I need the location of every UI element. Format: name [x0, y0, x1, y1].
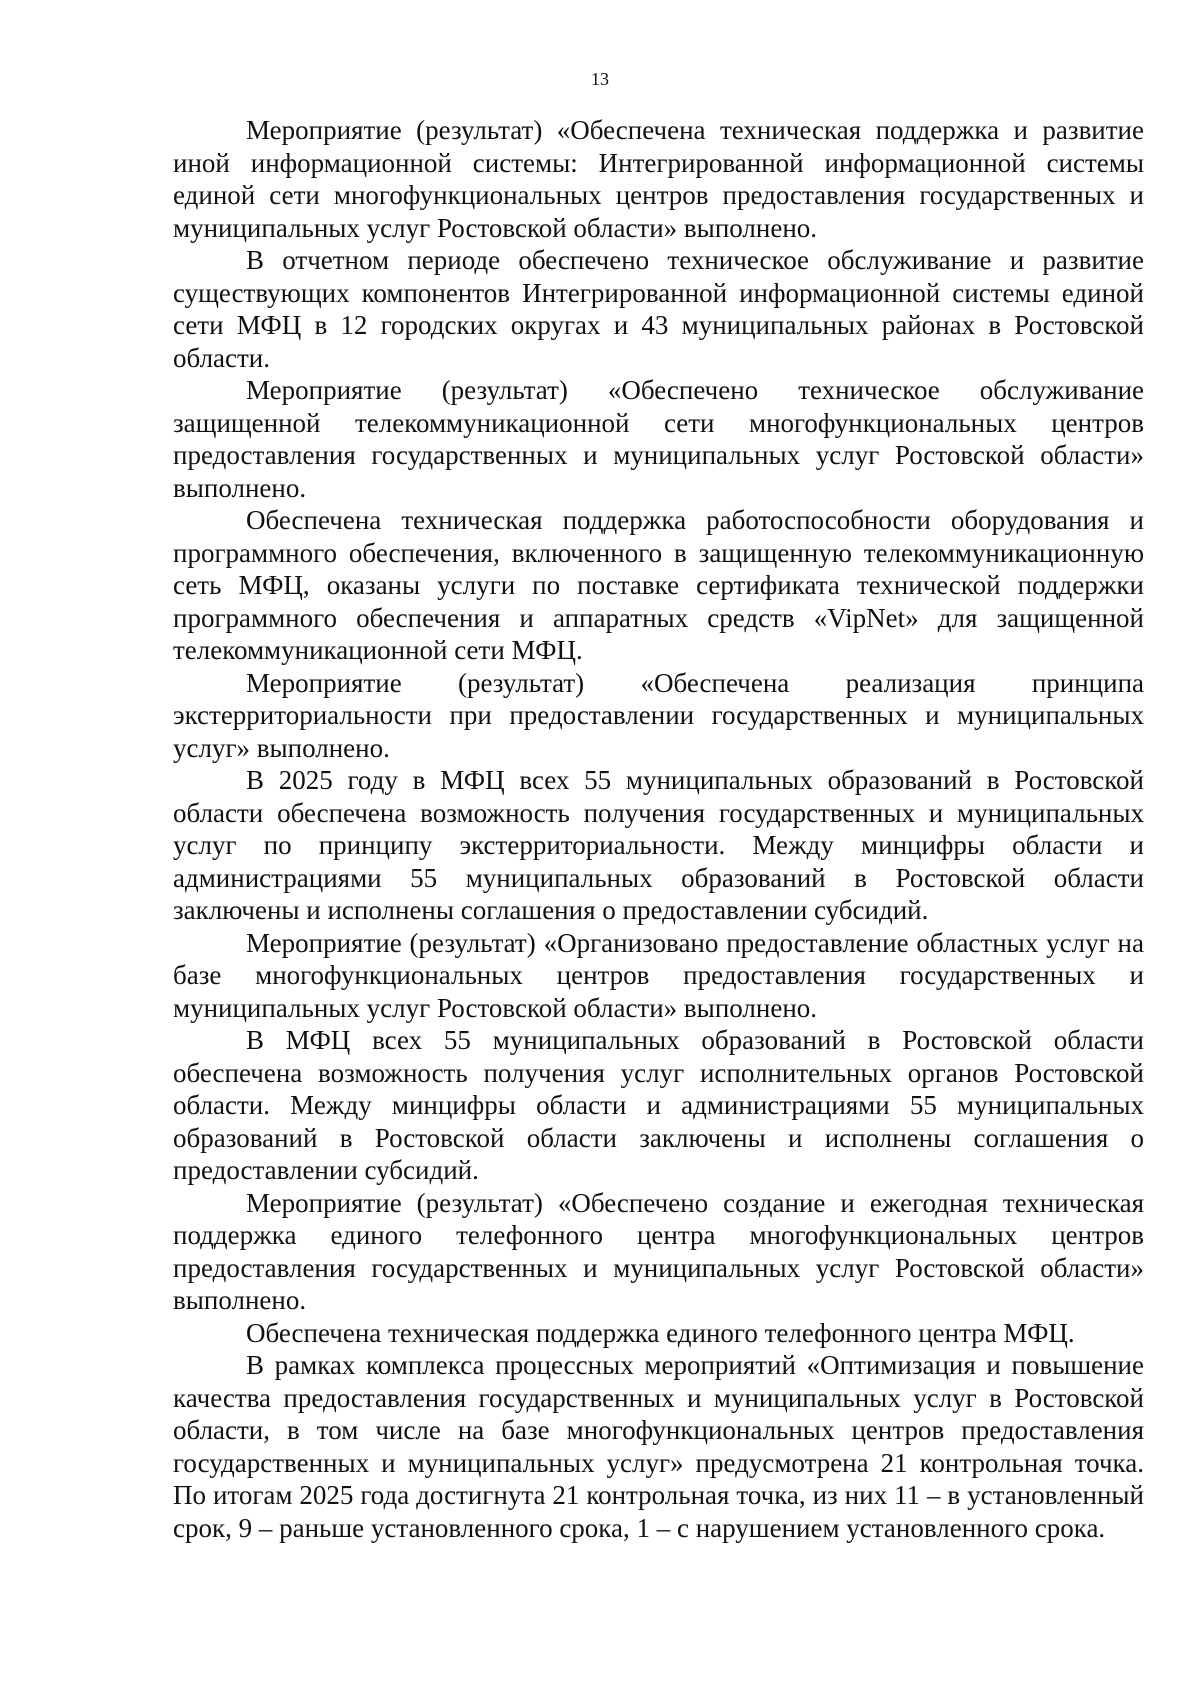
- paragraph-phone-center-support: Обеспечена техническая поддержка единого телефонного центра МФЦ.: [246, 1317, 1075, 1348]
- paragraph-control-points: В рамках комплекса процессных мероприятий «Оптимизация и повышение качества предоставления государственных и муниципальных услуг в Ростовской области, в том числе на базе многофункциональных центров предоставления государственных и муниципальных услуг» предусмотрена 21 контрольная точка. По итогам 2025 года достигнута 21 контрольная точка, из них 11 – в установленный срок, 9 – раньше установленного срока, 1 – с нарушением установленного срока.: [173, 1350, 1144, 1543]
- paragraph-telecom-support: Обеспечена техническая поддержка работоспособности оборудования и программного обеспечения, включенного в защищенную телекоммуникационную сеть МФЦ, оказаны услуги по поставке сертификата технической поддержки программного обеспечения и аппаратных средств «VipNet» для защищенной телекоммуникационной сети МФЦ.: [173, 505, 1144, 665]
- paragraph-regional-services-details: В МФЦ всех 55 муниципальных образований в Ростовской области обеспечена возможность получения услуг исполнительных органов Ростовской области. Между минцифры области и администрациями 55 муниципальных образований в Ростовской области заключены и исполнены соглашения о предоставлении субсидий.: [173, 1025, 1144, 1185]
- paragraph-event-phone-center: Мероприятие (результат) «Обеспечено создание и ежегодная техническая поддержка единого телефонного центра многофункциональных центров предоставления государственных и муниципальных услуг Ростовской области» выполнено.: [173, 1187, 1144, 1315]
- paragraph-event-exterritoriality: Мероприятие (результат) «Обеспечена реализация принципа экстерриториальности при предоставлении государственных и муниципальных услуг» выполнено.: [173, 667, 1144, 763]
- paragraph-event-regional-services: Мероприятие (результат) «Организовано предоставление областных услуг на базе многофункциональных центров предоставления государственных и муниципальных услуг Ростовской области» выполнено.: [173, 927, 1144, 1023]
- document-body: [173, 114, 1144, 1544]
- paragraph-exterritoriality-details: В 2025 году в МФЦ всех 55 муниципальных образований в Ростовской области обеспечена возможность получения государственных и муниципальных услуг по принципу экстерриториальности. Между минцифры области и администрациями 55 муниципальных образований в Ростовской области заключены и исполнены соглашения о предоставлении субсидий.: [173, 765, 1144, 925]
- paragraph-iis-maintenance: В отчетном периоде обеспечено техническое обслуживание и развитие существующих компонентов Интегрированной информационной системы единой сети МФЦ в 12 городских округах и 43 муниципальных районах в Ростовской области.: [173, 245, 1144, 373]
- paragraph-event-iis-support: Мероприятие (результат) «Обеспечена техническая поддержка и развитие иной информационной системы: Интегрированной информационной системы единой сети многофункциональных центров предоставления государственных и муниципальных услуг Ростовской области» выполнено.: [173, 115, 1144, 243]
- paragraph-event-telecom-network: Мероприятие (результат) «Обеспечено техническое обслуживание защищенной телекоммуникационной сети многофункциональных центров предоставления государственных и муниципальных услуг Ростовской области» выполнено.: [173, 375, 1144, 503]
- page-number: 13: [591, 69, 609, 89]
